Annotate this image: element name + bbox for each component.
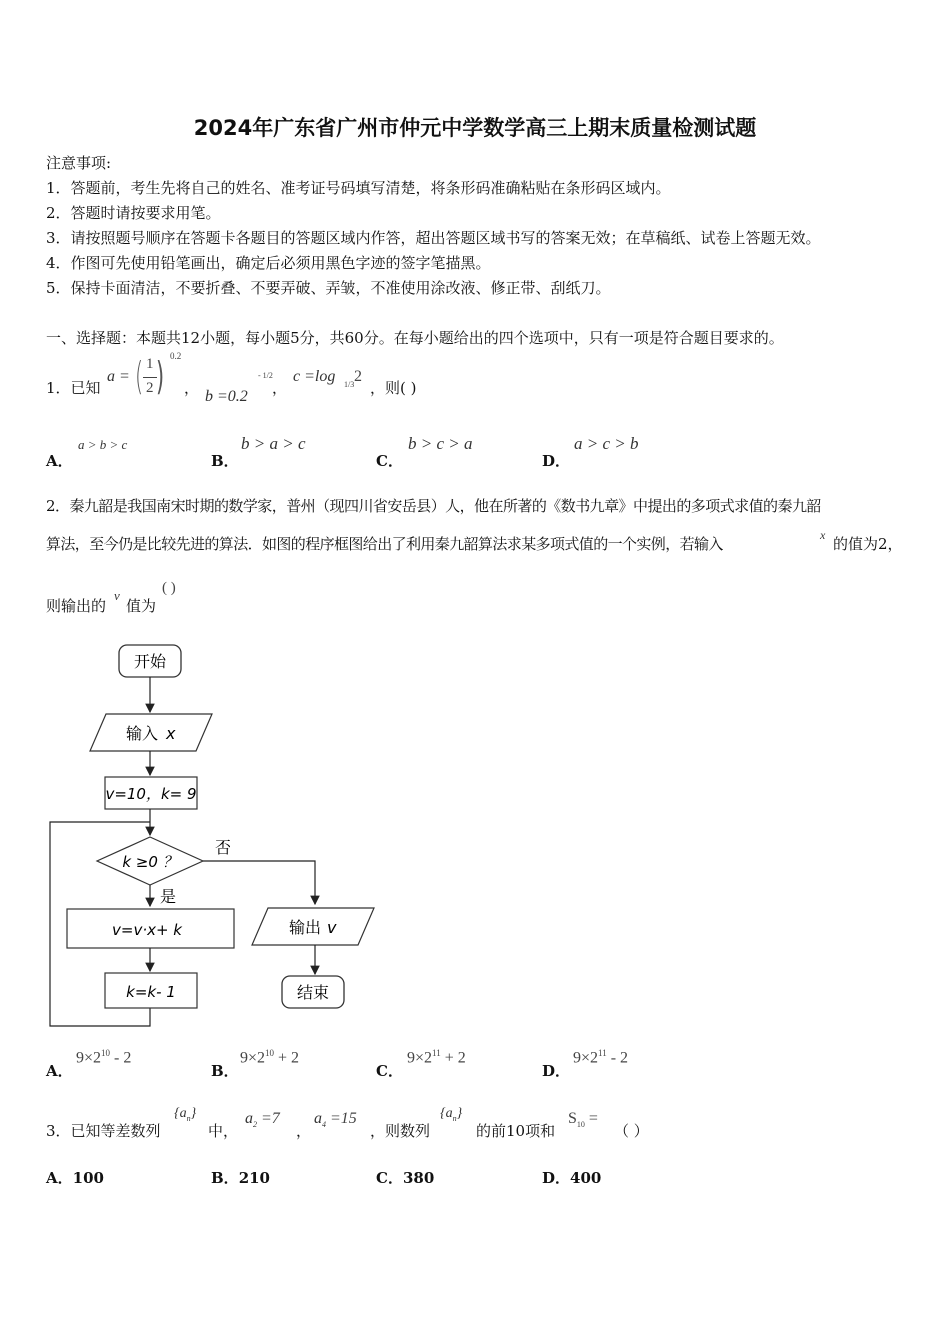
- q1-a-exp: 0.2: [170, 351, 182, 361]
- q3-option-a-letter: A．: [46, 1169, 73, 1187]
- q2-option-d-exp: 11: [598, 1048, 607, 1058]
- q1-a-den: 2: [146, 380, 154, 396]
- q1-option-d-text: a > c > b: [574, 434, 639, 453]
- q3-prefix: 3．已知等差数列: [46, 1122, 161, 1140]
- flow-update-label: v=v·x+ k: [112, 921, 182, 939]
- q1-comma: ，: [184, 379, 200, 397]
- q2-option-a-base: 9×2: [76, 1049, 102, 1067]
- q3-comma: ，: [296, 1122, 312, 1140]
- q2-option-c-base: 9×2: [407, 1049, 433, 1067]
- notice-item: 2．答题时请按要求用笔。: [46, 204, 221, 222]
- q3-option-b-text: 210: [238, 1169, 270, 1187]
- q3-seq-base: {a: [440, 1106, 453, 1121]
- q3-seq-base: {a: [174, 1106, 187, 1121]
- q3-a2: [245, 1110, 280, 1129]
- q2-option-d-tail: - 2: [606, 1049, 629, 1067]
- q3-seq-sub: n: [186, 1113, 191, 1123]
- q1-option-a-text: a > b > c: [78, 437, 128, 452]
- q3-option-d-letter: D．: [542, 1169, 571, 1187]
- q1-option-b-text: b > a > c: [241, 434, 306, 453]
- q2-line2b: 的值为2，: [833, 535, 903, 553]
- flow-decision-label: k ≥0 ？: [122, 853, 178, 871]
- q3-s-eq: =: [584, 1110, 598, 1127]
- flowchart: [0, 630, 420, 1050]
- q2-option-a: [76, 1048, 131, 1067]
- q2-paren: ( ): [162, 580, 176, 596]
- q3-a2-val: =7: [257, 1110, 280, 1127]
- flow-input-label: 输入: [125, 724, 159, 743]
- q2-var-x: x: [820, 528, 826, 542]
- q2-line3b: 值为: [126, 597, 157, 615]
- q2-option-d-base: 9×2: [573, 1049, 599, 1067]
- q3-option-a: [46, 1167, 104, 1188]
- q3-a4-sub: 4: [322, 1120, 326, 1130]
- flow-no-line: [203, 861, 315, 904]
- q1-b-exp: - 1/2: [258, 371, 273, 380]
- q1-c-arg: 2: [354, 368, 362, 385]
- flow-output-label: 输出: [288, 918, 322, 937]
- q2-option-b-exp: 10: [265, 1048, 275, 1058]
- q2-option-a-exp: 10: [101, 1048, 111, 1058]
- flow-no-label: 否: [215, 838, 232, 857]
- flow-end-label: 结束: [296, 983, 330, 1002]
- q3-s-sub: 10: [576, 1120, 585, 1130]
- q3-a4-base: a: [314, 1110, 322, 1127]
- q1-option-c-letter: C．: [376, 452, 403, 470]
- q2-option-b-tail: + 2: [274, 1049, 300, 1067]
- q3-option-c-text: 380: [402, 1169, 435, 1187]
- q2-line3a: 则输出的: [46, 597, 107, 615]
- flow-yes-label: 是: [160, 887, 177, 906]
- q1-prefix: 1．已知: [46, 379, 101, 397]
- q3-seq-close: }: [190, 1106, 197, 1121]
- q3-s10: [568, 1110, 598, 1129]
- q2-option-c-tail: + 2: [440, 1049, 466, 1067]
- flow-input-var: x: [166, 724, 176, 743]
- q1-option-c-text: b > c > a: [408, 434, 473, 453]
- q3-seq-close: }: [456, 1106, 463, 1121]
- notice-heading: 注意事项:: [46, 154, 112, 172]
- q2-line2a: 算法，至今仍是比较先进的算法．如图的程序框图给出了利用秦九韶算法求某多项式值的一个实例，若输入: [46, 535, 723, 553]
- q2-option-b-letter: B．: [211, 1062, 239, 1080]
- q3-mid3: 的前10项和: [476, 1122, 556, 1140]
- notice-item: 5．保持卡面清洁，不要折叠、不要弄破、弄皱，不准使用涂改液、修正带、刮纸刀。: [46, 279, 611, 297]
- q1-option-a-letter: A．: [46, 452, 73, 470]
- flow-init-label: v=10，k= 9: [105, 785, 197, 803]
- notice-item: 4．作图可先使用铅笔画出，确定后必须用黑色字迹的签字笔描黑。: [46, 254, 491, 272]
- q1-option-b-letter: B．: [211, 452, 239, 470]
- q2-option-c-letter: C．: [376, 1062, 403, 1080]
- q3-s-base: S: [568, 1110, 577, 1127]
- q1-paren-right: ): [156, 354, 165, 398]
- q3-seq-2: [440, 1106, 462, 1123]
- q1-a-label: a =: [107, 368, 130, 385]
- q3-option-b: [211, 1167, 270, 1188]
- q1-option-d-letter: D．: [542, 452, 571, 470]
- q3-suffix: （ ）: [614, 1122, 649, 1140]
- q3-a4: [314, 1110, 357, 1129]
- q3-option-c-letter: C．: [376, 1169, 403, 1187]
- q2-option-c-exp: 11: [432, 1048, 441, 1058]
- notice-item: 3．请按照题号顺序在答题卡各题目的答题区域内作答，超出答题区域书写的答案无效；在草稿纸、试卷上答题无效。: [46, 229, 821, 247]
- q2-option-d-letter: D．: [542, 1062, 571, 1080]
- section-heading: 一、选择题：本题共12小题，每小题5分，共60分。在每小题给出的四个选项中，只有一项是符合题目要求的。: [46, 329, 784, 347]
- q2-option-b-base: 9×2: [240, 1049, 266, 1067]
- page-title: 2024年广东省广州市仲元中学数学高三上期末质量检测试题: [193, 116, 757, 140]
- q3-option-b-letter: B．: [211, 1169, 239, 1187]
- q2-option-c: [407, 1048, 466, 1067]
- q3-a2-sub: 2: [253, 1120, 257, 1130]
- notice-item: 1．答题前，考生先将自己的姓名、准考证号码填写清楚，将条形码准确粘贴在条形码区域内。: [46, 179, 671, 197]
- flow-start-label: 开始: [133, 652, 167, 671]
- q3-option-d: [542, 1167, 601, 1188]
- q3-a4-val: =15: [326, 1110, 357, 1127]
- q2-option-b: [240, 1048, 299, 1067]
- q1-c-base: 1/3: [344, 380, 355, 389]
- flow-dec-label: k=k- 1: [126, 983, 176, 1001]
- q2-line1: 2．秦九韶是我国南宋时期的数学家，普州（现四川省安岳县）人，他在所著的《数书九章》中提出的多项式求值的秦九韶: [46, 497, 821, 515]
- q1-a-num: 1: [146, 356, 154, 372]
- q3-option-c: [376, 1167, 434, 1188]
- q3-seq-1: [174, 1106, 196, 1123]
- q1-c-label: c =log: [293, 368, 336, 385]
- q1-paren-left: (: [135, 354, 144, 398]
- q2-var-v: v: [114, 588, 120, 603]
- q3-seq-sub: n: [452, 1113, 457, 1123]
- q3-mid1: 中，: [208, 1122, 239, 1140]
- q3-mid2: ，则数列: [370, 1122, 431, 1140]
- q2-option-a-tail: - 2: [110, 1049, 132, 1067]
- q3-option-a-text: 100: [72, 1169, 104, 1187]
- flow-output-var: v: [327, 918, 337, 937]
- q1-b-label: b =0.2: [205, 388, 248, 405]
- q3-a2-base: a: [245, 1110, 253, 1127]
- q1-suffix: ，则( ): [370, 379, 417, 397]
- q2-option-a-letter: A．: [46, 1062, 73, 1080]
- q1-comma: ，: [272, 379, 288, 397]
- q2-option-d: [573, 1048, 628, 1067]
- q1-fraction-bar: [143, 377, 157, 378]
- q3-option-d-text: 400: [570, 1169, 602, 1187]
